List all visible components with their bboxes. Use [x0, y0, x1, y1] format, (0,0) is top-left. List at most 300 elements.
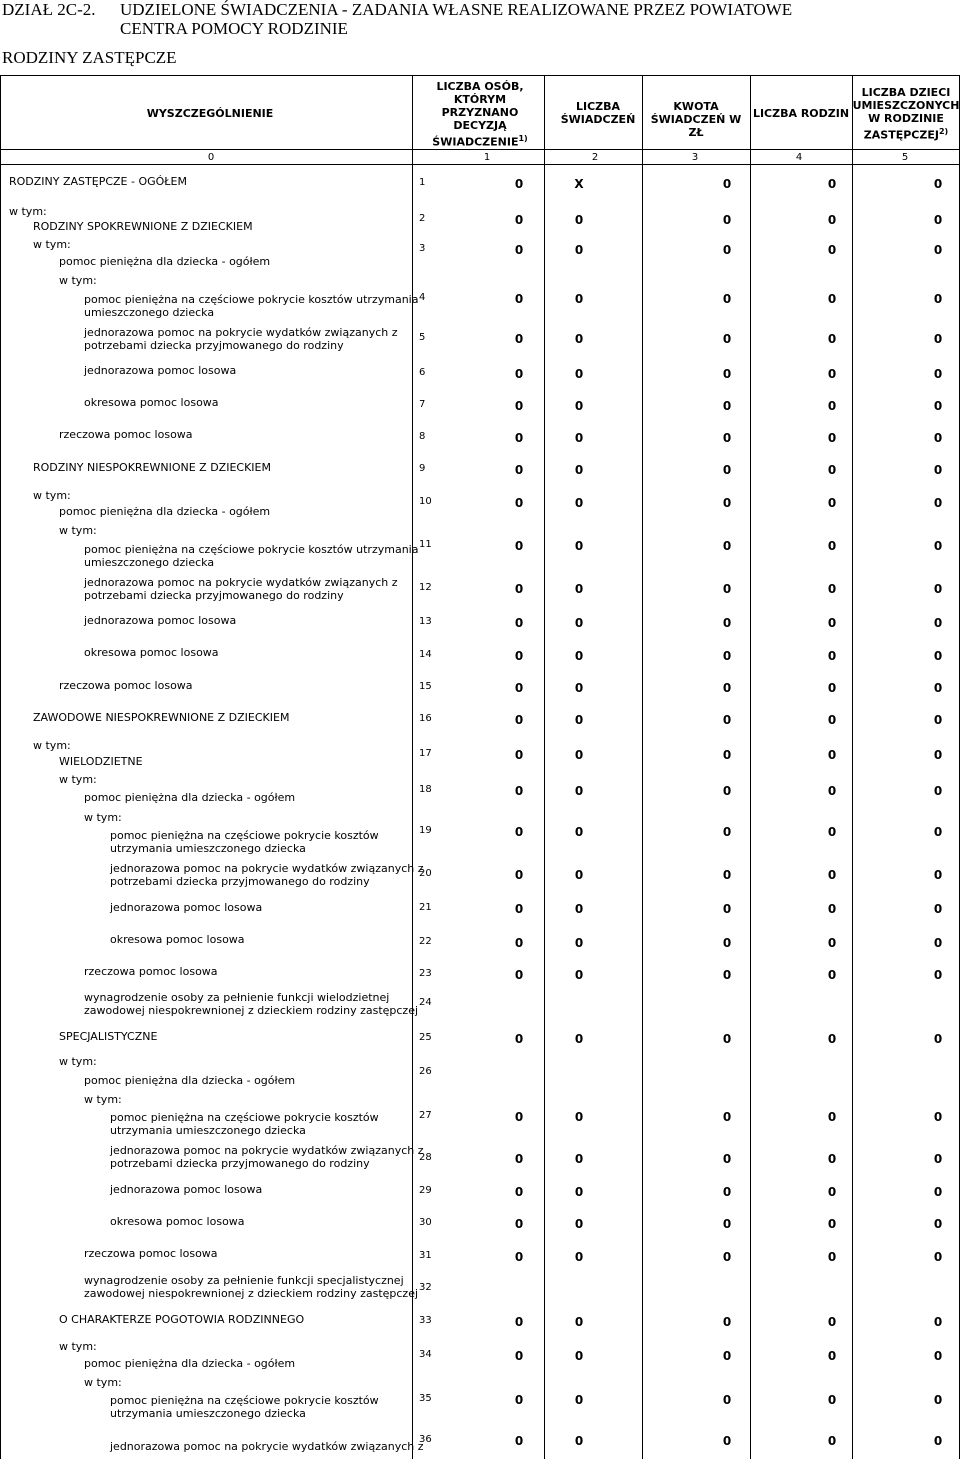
- table-cell: 0: [933, 1250, 943, 1264]
- row-label-line: w tym:: [84, 1376, 122, 1389]
- table-cell: 0: [574, 868, 584, 882]
- header-liczba-swiadczen: LICZBA ŚWIADCZEŃ: [560, 100, 636, 126]
- row-label: [84, 576, 398, 602]
- table-cell: 0: [722, 539, 732, 553]
- row-number: 35: [419, 1393, 432, 1404]
- table-cell: 0: [514, 213, 524, 227]
- table-cell: 0: [514, 784, 524, 798]
- table-cell: 0: [933, 539, 943, 553]
- table-cell: 0: [827, 1185, 837, 1199]
- table-cell: 0: [574, 1250, 584, 1264]
- table-cell: 0: [514, 902, 524, 916]
- table-cell: 0: [827, 1032, 837, 1046]
- row-label-line: w tym:: [59, 274, 97, 287]
- col-divider-0: [412, 75, 413, 1459]
- table-cell: 0: [933, 825, 943, 839]
- row-label: [84, 965, 218, 978]
- table-cell: 0: [722, 399, 732, 413]
- row-label: [110, 1183, 262, 1196]
- row-number: 15: [419, 681, 432, 692]
- table-cell: 0: [574, 902, 584, 916]
- table-cell: 0: [514, 1185, 524, 1199]
- header-liczba-osob: [432, 80, 528, 149]
- table-cell: 0: [827, 748, 837, 762]
- row-label: [33, 461, 271, 474]
- row-number: 14: [419, 649, 432, 660]
- table-cell: 0: [722, 1185, 732, 1199]
- col-divider-4: [852, 75, 853, 1459]
- row-label-line: w tym:: [33, 739, 71, 752]
- row-label: [84, 646, 219, 659]
- table-cell: 0: [514, 936, 524, 950]
- table-cell: 0: [574, 1152, 584, 1166]
- row-number: 22: [419, 936, 432, 947]
- row-label-line: pomoc pieniężna na częściowe pokrycie kosztów utrzymania: [84, 543, 419, 556]
- table-cell: 0: [722, 681, 732, 695]
- table-cell: 0: [574, 825, 584, 839]
- table-cell: 0: [514, 539, 524, 553]
- row-number: 13: [419, 616, 432, 627]
- table-cell: 0: [514, 1217, 524, 1231]
- table-cell: 0: [933, 292, 943, 306]
- col-divider-1: [544, 75, 545, 1459]
- table-cell: 0: [933, 177, 943, 191]
- table-cell: 0: [722, 1217, 732, 1231]
- table-cell: 0: [933, 1185, 943, 1199]
- table-cell: 0: [933, 868, 943, 882]
- table-cell: 0: [933, 496, 943, 510]
- row-label: [110, 933, 245, 946]
- row-label-line: rzeczowa pomoc losowa: [84, 1247, 218, 1260]
- colnum-5: 5: [901, 152, 909, 163]
- table-cell: 0: [933, 431, 943, 445]
- row-number: 28: [419, 1152, 432, 1163]
- row-label-line: w tym:: [33, 489, 71, 502]
- row-label: [110, 901, 262, 914]
- row-label-line: jednorazowa pomoc losowa: [110, 901, 263, 914]
- table-cell: 0: [514, 463, 524, 477]
- table-cell: 0: [933, 902, 943, 916]
- row-label-line: jednorazowa pomoc na pokrycie wydatków związanych z: [110, 1144, 424, 1157]
- row-number: 36: [419, 1434, 432, 1445]
- row-label-line: pomoc pieniężna na częściowe pokrycie kosztów utrzymania: [84, 293, 419, 306]
- row-label: [59, 679, 193, 692]
- table-cell: 0: [933, 1032, 943, 1046]
- table-cell: 0: [933, 968, 943, 982]
- table-cell: 0: [722, 177, 732, 191]
- row-number: 27: [419, 1110, 432, 1121]
- table-cell: 0: [574, 332, 584, 346]
- row-label-line: utrzymania umieszczonego dziecka: [110, 842, 306, 855]
- table-cell: 0: [933, 936, 943, 950]
- table-cell: 0: [574, 681, 584, 695]
- table-cell: 0: [722, 463, 732, 477]
- table-cell: X: [574, 177, 584, 191]
- header-divider: [0, 149, 960, 150]
- table-cell: 0: [827, 902, 837, 916]
- row-number: 7: [419, 399, 426, 410]
- row-number: 4: [419, 292, 426, 303]
- table-cell: 0: [933, 1315, 943, 1329]
- row-label-line: zawodowej niespokrewnionej z dzieckiem rodziny zastępczej: [84, 1287, 419, 1300]
- table-cell: 0: [722, 649, 732, 663]
- table-cell: 0: [574, 1349, 584, 1363]
- table-cell: 0: [827, 582, 837, 596]
- row-label: [84, 1093, 122, 1106]
- row-label-line: jednorazowa pomoc na pokrycie wydatków związanych z: [84, 576, 398, 589]
- table-cell: 0: [933, 367, 943, 381]
- col-divider-2: [642, 75, 643, 1459]
- row-number: 21: [419, 902, 432, 913]
- table-cell: 0: [827, 713, 837, 727]
- table-cell: 0: [722, 332, 732, 346]
- row-label: [84, 991, 418, 1017]
- row-label-line: WIELODZIETNE: [59, 755, 143, 768]
- row-label: [84, 1376, 122, 1389]
- table-cell: 0: [514, 616, 524, 630]
- table-cell: 0: [933, 784, 943, 798]
- table-cell: 0: [722, 1152, 732, 1166]
- row-label-line: pomoc pieniężna na częściowe pokrycie kosztów: [110, 1111, 379, 1124]
- row-label: [84, 326, 398, 352]
- table-cell: 0: [514, 1032, 524, 1046]
- colnum-divider: [0, 164, 960, 165]
- table-cell: 0: [514, 332, 524, 346]
- row-label: [84, 543, 418, 569]
- table-cell: 0: [574, 649, 584, 663]
- table-cell: 0: [933, 1217, 943, 1231]
- row-number: 24: [419, 997, 432, 1008]
- row-label-line: RODZINY SPOKREWNIONE Z DZIECKIEM: [33, 220, 253, 233]
- row-number: 25: [419, 1032, 432, 1043]
- table-cell: 0: [574, 582, 584, 596]
- table-cell: 0: [827, 825, 837, 839]
- row-number: 31: [419, 1250, 432, 1261]
- table-cell: 0: [574, 213, 584, 227]
- table-cell: 0: [827, 868, 837, 882]
- row-number: 9: [419, 463, 426, 474]
- table-cell: 0: [722, 1349, 732, 1363]
- table-cell: 0: [514, 1434, 524, 1448]
- row-label-line: utrzymania umieszczonego dziecka: [110, 1124, 306, 1137]
- table-cell: 0: [514, 582, 524, 596]
- table-cell: 0: [722, 582, 732, 596]
- table-cell: 0: [722, 713, 732, 727]
- row-number: 18: [419, 784, 432, 795]
- table-cell: 0: [514, 1250, 524, 1264]
- table-cell: 0: [514, 177, 524, 191]
- colnum-3: 3: [691, 152, 699, 163]
- table-cell: 0: [827, 496, 837, 510]
- table-cell: 0: [827, 177, 837, 191]
- table-cell: 0: [514, 649, 524, 663]
- row-label-line: pomoc pieniężna na częściowe pokrycie kosztów: [110, 1394, 379, 1407]
- row-label: [84, 1247, 218, 1260]
- row-number: 23: [419, 968, 432, 979]
- table-cell: 0: [722, 367, 732, 381]
- main-title-line1: UDZIELONE ŚWIADCZENIA - ZADANIA WŁASNE REALIZOWANE PRZEZ POWIATOWE: [120, 0, 793, 19]
- row-label-line: pomoc pieniężna na częściowe pokrycie kosztów: [110, 829, 379, 842]
- table-cell: 0: [514, 367, 524, 381]
- row-label-line: rzeczowa pomoc losowa: [59, 428, 193, 441]
- row-label-line: rzeczowa pomoc losowa: [59, 679, 193, 692]
- table-cell: 0: [722, 213, 732, 227]
- table-cell: 0: [514, 243, 524, 257]
- table-cell: 0: [933, 332, 943, 346]
- table-cell: 0: [722, 825, 732, 839]
- table-cell: 0: [933, 399, 943, 413]
- header-wyszczegolnienie: WYSZCZEGÓLNIENIE: [146, 107, 274, 120]
- table-cell: 0: [514, 713, 524, 727]
- table-cell: 0: [827, 1434, 837, 1448]
- table-cell: 0: [933, 1434, 943, 1448]
- table-cell: 0: [722, 968, 732, 982]
- row-label: [84, 1357, 295, 1370]
- row-number: 30: [419, 1217, 432, 1228]
- table-cell: 0: [574, 292, 584, 306]
- table-cell: 0: [514, 681, 524, 695]
- table-cell: 0: [514, 496, 524, 510]
- row-label: [59, 1313, 304, 1326]
- table-cell: 0: [827, 213, 837, 227]
- row-number: 6: [419, 367, 426, 378]
- row-label: [110, 829, 379, 855]
- footnote-1: 1): [518, 134, 528, 143]
- table-cell: 0: [722, 243, 732, 257]
- table-cell: 0: [827, 784, 837, 798]
- table-cell: 0: [722, 748, 732, 762]
- table-cell: 0: [574, 463, 584, 477]
- row-label-line: w tym:: [59, 1340, 97, 1353]
- table-cell: 0: [827, 1152, 837, 1166]
- row-label-line: jednorazowa pomoc na pokrycie wydatków związanych z: [110, 862, 424, 875]
- row-label-line: potrzebami dziecka przyjmowanego do rodziny: [84, 339, 344, 352]
- table-cell: 0: [827, 1315, 837, 1329]
- row-number: 11: [419, 539, 432, 550]
- table-cell: 0: [514, 1349, 524, 1363]
- table-cell: 0: [722, 1315, 732, 1329]
- colnum-1: 1: [483, 152, 491, 163]
- table-cell: 0: [514, 748, 524, 762]
- row-label-line: wynagrodzenie osoby za pełnienie funkcji specjalistycznej: [84, 1274, 404, 1287]
- row-number: 19: [419, 825, 432, 836]
- row-label: [84, 614, 236, 627]
- row-label: [33, 489, 71, 502]
- row-number: 3: [419, 243, 426, 254]
- row-label-line: okresowa pomoc losowa: [110, 1215, 245, 1228]
- table-left-border: [0, 75, 1, 1459]
- table-cell: 0: [722, 431, 732, 445]
- row-label-line: O CHARAKTERZE POGOTOWIA RODZINNEGO: [59, 1313, 305, 1326]
- row-label-line: ZAWODOWE NIESPOKREWNIONE Z DZIECKIEM: [33, 711, 290, 724]
- table-cell: 0: [827, 681, 837, 695]
- row-label-line: pomoc pieniężna dla dziecka - ogółem: [84, 791, 296, 804]
- table-cell: 0: [827, 1349, 837, 1363]
- table-cell: 0: [722, 1110, 732, 1124]
- row-number: 2: [419, 213, 426, 224]
- table-cell: 0: [933, 748, 943, 762]
- table-cell: 0: [933, 243, 943, 257]
- header-liczba-osob-text: LICZBA OSÓB, KTÓRYM PRZYZNANO DECYZJĄ ŚWIADCZENIE: [432, 80, 524, 149]
- row-label-line: w tym:: [59, 773, 97, 786]
- table-cell: 0: [722, 784, 732, 798]
- table-cell: 0: [827, 1217, 837, 1231]
- row-label-line: wynagrodzenie osoby za pełnienie funkcji wielodzietnej: [84, 991, 390, 1004]
- row-label: [84, 364, 236, 377]
- row-label: [59, 505, 270, 518]
- row-label: [84, 293, 418, 319]
- row-label-line: RODZINY NIESPOKREWNIONE Z DZIECKIEM: [33, 461, 271, 474]
- row-label: [84, 811, 122, 824]
- row-number: 5: [419, 332, 426, 343]
- row-label-line: umieszczonego dziecka: [84, 306, 215, 319]
- table-cell: 0: [574, 713, 584, 727]
- table-cell: 0: [827, 1393, 837, 1407]
- table-cell: 0: [933, 1110, 943, 1124]
- row-label-line: w tym:: [9, 205, 47, 218]
- table-cell: 0: [722, 616, 732, 630]
- header-liczba-rodzin: LICZBA RODZIN: [752, 107, 850, 120]
- table-cell: 0: [574, 616, 584, 630]
- row-label: [110, 1440, 424, 1453]
- row-number: 29: [419, 1185, 432, 1196]
- row-label: [59, 428, 193, 441]
- row-label-line: potrzebami dziecka przyjmowanego do rodziny: [84, 589, 344, 602]
- table-cell: 0: [514, 1393, 524, 1407]
- row-label: [110, 1111, 379, 1137]
- row-label: [59, 1030, 157, 1043]
- table-cell: 0: [722, 868, 732, 882]
- table-cell: 0: [574, 539, 584, 553]
- row-label: [33, 711, 289, 724]
- colnum-0: 0: [207, 152, 215, 163]
- row-label-line: jednorazowa pomoc losowa: [84, 364, 237, 377]
- table-cell: 0: [827, 1110, 837, 1124]
- row-number: 20: [419, 868, 432, 879]
- table-cell: 0: [574, 936, 584, 950]
- header-kwota-swiadczen: KWOTA ŚWIADCZEŃ W ZŁ: [650, 100, 742, 139]
- table-cell: 0: [933, 1349, 943, 1363]
- table-cell: 0: [827, 292, 837, 306]
- table-cell: 0: [827, 463, 837, 477]
- row-label: [59, 755, 143, 768]
- table-cell: 0: [514, 1315, 524, 1329]
- table-cell: 0: [574, 1110, 584, 1124]
- subsection-title: RODZINY ZASTĘPCZE: [2, 48, 177, 67]
- row-label-line: umieszczonego dziecka: [84, 556, 215, 569]
- row-label-line: potrzebami dziecka przyjmowanego do rodziny: [110, 1157, 370, 1170]
- table-cell: 0: [514, 292, 524, 306]
- table-cell: 0: [514, 1110, 524, 1124]
- row-label: [84, 1274, 418, 1300]
- table-cell: 0: [827, 332, 837, 346]
- table-cell: 0: [574, 784, 584, 798]
- table-cell: 0: [933, 649, 943, 663]
- row-number: 17: [419, 748, 432, 759]
- row-label-line: okresowa pomoc losowa: [84, 396, 219, 409]
- table-cell: 0: [722, 1434, 732, 1448]
- table-cell: 0: [827, 649, 837, 663]
- table-cell: 0: [933, 1152, 943, 1166]
- row-number: 34: [419, 1349, 432, 1360]
- row-label-line: pomoc pieniężna dla dziecka - ogółem: [59, 255, 271, 268]
- row-label: [59, 1340, 97, 1353]
- table-cell: 0: [827, 431, 837, 445]
- row-label: [9, 205, 47, 218]
- table-cell: 0: [722, 1032, 732, 1046]
- row-label-line: okresowa pomoc losowa: [110, 933, 245, 946]
- row-number: 32: [419, 1282, 432, 1293]
- table-cell: 0: [574, 367, 584, 381]
- row-label: [110, 1144, 424, 1170]
- table-cell: 0: [827, 367, 837, 381]
- table-cell: 0: [574, 431, 584, 445]
- row-label-line: pomoc pieniężna dla dziecka - ogółem: [84, 1357, 296, 1370]
- row-number: 26: [419, 1066, 432, 1077]
- main-title-line2: CENTRA POMOCY RODZINIE: [120, 19, 348, 38]
- table-cell: 0: [514, 1152, 524, 1166]
- table-cell: 0: [514, 399, 524, 413]
- row-label: [110, 1394, 379, 1420]
- row-label: [84, 791, 295, 804]
- row-number: 33: [419, 1315, 432, 1326]
- table-cell: 0: [827, 616, 837, 630]
- footnote-2: 2): [938, 127, 949, 136]
- table-cell: 0: [933, 616, 943, 630]
- table-cell: 0: [722, 292, 732, 306]
- row-number: 8: [419, 431, 426, 442]
- table-cell: 0: [514, 868, 524, 882]
- table-cell: 0: [574, 1185, 584, 1199]
- table-cell: 0: [574, 1315, 584, 1329]
- row-label-line: SPECJALISTYCZNE: [59, 1030, 158, 1043]
- table-cell: 0: [933, 582, 943, 596]
- table-cell: 0: [574, 1032, 584, 1046]
- row-label-line: RODZINY ZASTĘPCZE - OGÓŁEM: [9, 175, 187, 188]
- table-cell: 0: [514, 431, 524, 445]
- table-cell: 0: [827, 399, 837, 413]
- row-label-line: pomoc pieniężna dla dziecka - ogółem: [59, 505, 271, 518]
- table-cell: 0: [574, 1217, 584, 1231]
- row-label-line: jednorazowa pomoc na pokrycie wydatków związanych z: [84, 326, 398, 339]
- table-cell: 0: [827, 936, 837, 950]
- col-divider-3: [750, 75, 751, 1459]
- row-label: [59, 1055, 97, 1068]
- colnum-2: 2: [591, 152, 599, 163]
- section-title: DZIAŁ 2C-2.: [2, 0, 96, 19]
- table-cell: 0: [574, 399, 584, 413]
- header-liczba-dzieci: [852, 86, 960, 142]
- table-cell: 0: [827, 539, 837, 553]
- row-label: [33, 739, 71, 752]
- table-cell: 0: [827, 243, 837, 257]
- table-cell: 0: [722, 902, 732, 916]
- row-label-line: zawodowej niespokrewnionej z dzieckiem rodziny zastępczej: [84, 1004, 419, 1017]
- row-label: [33, 238, 71, 251]
- row-label-line: jednorazowa pomoc losowa: [110, 1183, 263, 1196]
- row-label: [9, 175, 187, 188]
- row-label-line: utrzymania umieszczonego dziecka: [110, 1407, 306, 1420]
- row-number: 10: [419, 496, 432, 507]
- table-cell: 0: [933, 681, 943, 695]
- table-cell: 0: [514, 968, 524, 982]
- table-cell: 0: [933, 213, 943, 227]
- table-cell: 0: [722, 1393, 732, 1407]
- table-cell: 0: [574, 968, 584, 982]
- table-cell: 0: [827, 1250, 837, 1264]
- table-cell: 0: [933, 463, 943, 477]
- table-cell: 0: [574, 1393, 584, 1407]
